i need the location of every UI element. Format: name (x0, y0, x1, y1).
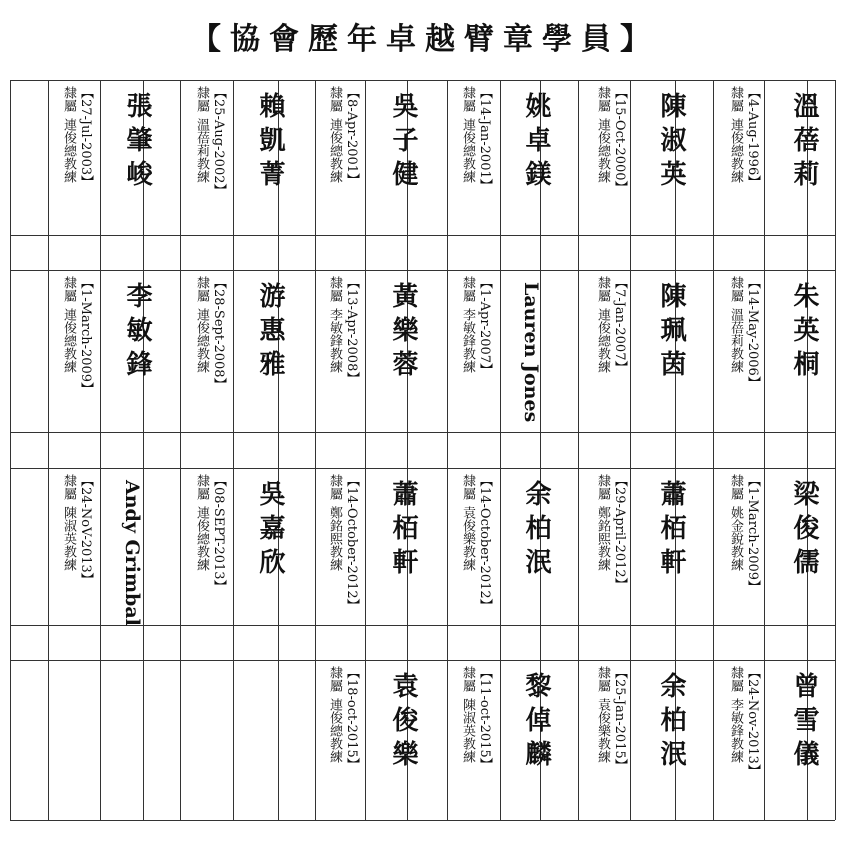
member-name: 余柏泯 (656, 672, 686, 774)
award-date: 【11-oct-2015】 (477, 666, 492, 771)
grid-vertical-line (180, 80, 181, 820)
member-name: 朱英桐 (789, 282, 819, 384)
coach-name: 李敏鋒教練 (327, 308, 342, 373)
coach-name: 鄭銘熙教練 (327, 506, 342, 571)
relation-prefix: 隸屬 (194, 474, 209, 500)
coach-affiliation (327, 276, 342, 373)
relation-prefix: 隸屬 (61, 86, 76, 112)
relation-prefix: 隸屬 (595, 276, 610, 302)
coach-affiliation (61, 276, 76, 373)
award-date: 【08-SEPT-2013】 (211, 474, 226, 593)
award-date: 【1-March-2009】 (745, 474, 760, 594)
relation-prefix: 隸屬 (595, 86, 610, 112)
relation-prefix: 隸屬 (327, 474, 342, 500)
member-name: 陳珮茵 (656, 282, 686, 384)
coach-affiliation (460, 86, 475, 183)
coach-affiliation (460, 666, 475, 763)
grid-horizontal-line (10, 660, 835, 661)
award-date: 【15-Oct-2000】 (612, 86, 627, 194)
relation-prefix: 隸屬 (460, 276, 475, 302)
relation-prefix: 隸屬 (327, 666, 342, 692)
award-date: 【28-Sept-2008】 (211, 276, 226, 391)
relation-prefix: 隸屬 (460, 86, 475, 112)
coach-affiliation (194, 474, 209, 571)
coach-affiliation (327, 666, 342, 763)
coach-name: 李敏鋒教練 (460, 308, 475, 373)
coach-affiliation (595, 474, 610, 571)
award-date: 【18-oct-2015】 (344, 666, 359, 771)
coach-name: 李敏鋒教練 (728, 698, 743, 763)
coach-name: 連俊總教練 (61, 118, 76, 183)
grid-vertical-line (100, 80, 101, 820)
member-name: 蕭栢軒 (656, 480, 686, 582)
coach-name: 陳淑英教練 (61, 506, 76, 571)
member-name: 曾雪儀 (789, 672, 819, 774)
coach-name: 鄭銘熙教練 (595, 506, 610, 571)
coach-affiliation (61, 474, 76, 571)
grid-vertical-line (447, 80, 448, 820)
relation-prefix: 隸屬 (327, 276, 342, 302)
award-date: 【27-Jul-2003】 (78, 86, 93, 189)
coach-affiliation (728, 666, 743, 763)
page-title: 【協會歷年卓越臂章學員】 (191, 22, 659, 57)
relation-prefix: 隸屬 (595, 474, 610, 500)
award-date: 【29-April-2012】 (612, 474, 627, 591)
award-date: 【24-NoV-2013】 (78, 474, 93, 586)
award-date: 【24-Nov-2013】 (745, 666, 760, 777)
coach-affiliation (595, 86, 610, 183)
grid-vertical-line (500, 80, 501, 820)
award-date: 【14-May-2006】 (745, 276, 760, 389)
coach-affiliation (61, 86, 76, 183)
grid-horizontal-line (10, 235, 835, 236)
relation-prefix: 隸屬 (728, 474, 743, 500)
relation-prefix: 隸屬 (327, 86, 342, 112)
award-date: 【25-Jan-2015】 (612, 666, 627, 772)
relation-prefix: 隸屬 (61, 474, 76, 500)
coach-name: 姚金銳教練 (728, 506, 743, 571)
member-name: 黎倬麟 (521, 672, 551, 774)
relation-prefix: 隸屬 (728, 666, 743, 692)
roster-table (10, 80, 835, 820)
grid-vertical-line (713, 80, 714, 820)
relation-prefix: 隸屬 (460, 666, 475, 692)
grid-horizontal-line (10, 820, 835, 821)
coach-name: 連俊總教練 (327, 698, 342, 763)
coach-name: 連俊總教練 (327, 118, 342, 183)
coach-affiliation (460, 474, 475, 571)
member-name: 余柏泯 (521, 480, 551, 582)
coach-name: 溫蓓莉教練 (728, 308, 743, 373)
award-date: 【7-Jan-2007】 (612, 276, 627, 374)
member-name: 陳淑英 (656, 92, 686, 194)
relation-prefix: 隸屬 (61, 276, 76, 302)
member-name: 李敏鋒 (122, 282, 152, 384)
grid-vertical-line (233, 80, 234, 820)
coach-affiliation (728, 86, 743, 183)
member-name: 賴凱菁 (255, 92, 285, 194)
coach-affiliation (595, 666, 610, 763)
grid-vertical-line (10, 80, 11, 820)
coach-name: 連俊總教練 (595, 118, 610, 183)
grid-vertical-line (365, 80, 366, 820)
grid-vertical-line (315, 80, 316, 820)
member-name: 張肇峻 (122, 92, 152, 194)
member-name: 袁俊樂 (388, 672, 418, 774)
grid-horizontal-line (10, 270, 835, 271)
relation-prefix: 隸屬 (728, 276, 743, 302)
coach-name: 連俊總教練 (728, 118, 743, 183)
award-date: 【25-Aug-2002】 (211, 86, 226, 197)
coach-affiliation (595, 276, 610, 373)
member-name: 梁俊儒 (789, 480, 819, 582)
grid-vertical-line (630, 80, 631, 820)
grid-vertical-line (835, 80, 836, 820)
coach-affiliation (728, 276, 743, 373)
relation-prefix: 隸屬 (595, 666, 610, 692)
coach-name: 連俊總教練 (61, 308, 76, 373)
grid-vertical-line (578, 80, 579, 820)
coach-affiliation (327, 86, 342, 183)
coach-name: 陳淑英教練 (460, 698, 475, 763)
member-name: Andy Grimbal (121, 480, 143, 626)
coach-affiliation (460, 276, 475, 373)
coach-affiliation (728, 474, 743, 571)
coach-name: 連俊總教練 (194, 506, 209, 571)
relation-prefix: 隸屬 (728, 86, 743, 112)
member-name: 溫蓓莉 (789, 92, 819, 194)
coach-name: 溫蓓莉教練 (194, 118, 209, 183)
member-name: 黃樂蓉 (388, 282, 418, 384)
award-date: 【4-Aug-1996】 (745, 86, 760, 189)
award-date: 【1-Apr-2007】 (477, 276, 492, 377)
award-date: 【14-Jan-2001】 (477, 86, 492, 192)
coach-affiliation (194, 276, 209, 373)
member-name: 游惠雅 (255, 282, 285, 384)
grid-horizontal-line (10, 80, 835, 81)
award-date: 【1-March-2009】 (78, 276, 93, 396)
award-date: 【13-Apr-2008】 (344, 276, 359, 385)
grid-vertical-line (764, 80, 765, 820)
coach-name: 連俊總教練 (460, 118, 475, 183)
coach-name: 連俊總教練 (194, 308, 209, 373)
award-date: 【8-Apr-2001】 (344, 86, 359, 187)
relation-prefix: 隸屬 (194, 86, 209, 112)
grid-vertical-line (48, 80, 49, 820)
award-date: 【14-October-2012】 (344, 474, 359, 612)
member-name: 吳嘉欣 (255, 480, 285, 582)
coach-affiliation (327, 474, 342, 571)
coach-affiliation (194, 86, 209, 183)
member-name: 吳子健 (388, 92, 418, 194)
member-name: 蕭栢軒 (388, 480, 418, 582)
coach-name: 袁俊樂教練 (460, 506, 475, 571)
coach-name: 袁俊樂教練 (595, 698, 610, 763)
grid-horizontal-line (10, 468, 835, 469)
grid-horizontal-line (10, 432, 835, 433)
member-name: Lauren Jones (520, 282, 542, 423)
coach-name: 連俊總教練 (595, 308, 610, 373)
member-name: 姚卓鎂 (521, 92, 551, 194)
relation-prefix: 隸屬 (460, 474, 475, 500)
award-date: 【14-October-2012】 (477, 474, 492, 612)
relation-prefix: 隸屬 (194, 276, 209, 302)
